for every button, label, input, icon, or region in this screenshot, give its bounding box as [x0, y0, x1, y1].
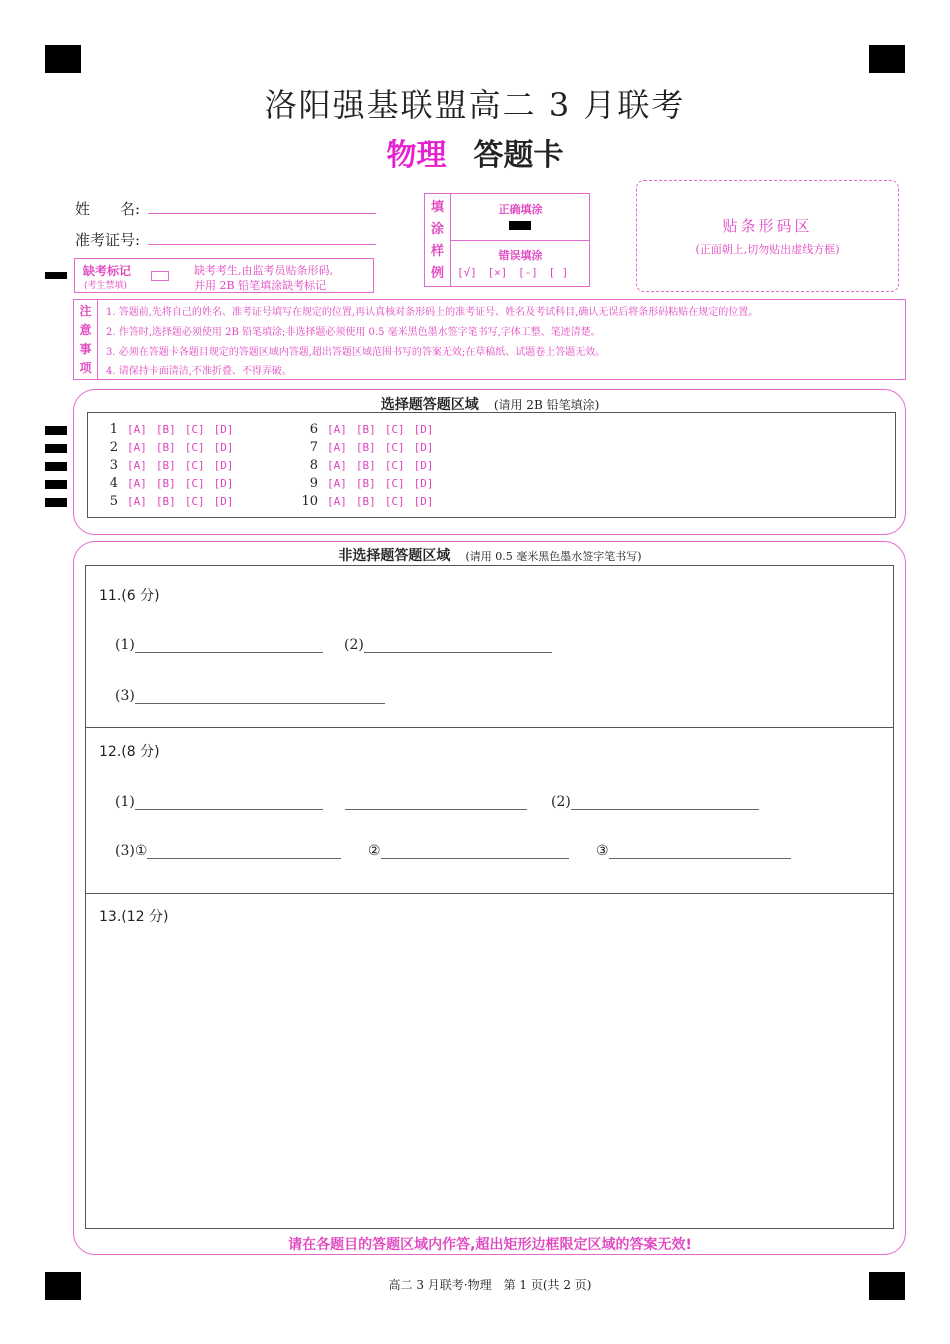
q11-part3-blank[interactable] [135, 690, 385, 704]
barcode-area [636, 180, 899, 292]
warning-text: 请在各题目的答题区域内作答,超出矩形边框限定区域的答案无效! [288, 1237, 692, 1253]
question-number: 7 [309, 439, 318, 455]
corner-mark-top-right [869, 45, 905, 73]
choice-option-bubble[interactable]: [C] [384, 422, 405, 436]
correct-fill-label: 正确填涂 [498, 203, 543, 216]
question-number: 5 [109, 494, 118, 510]
question-number: 2 [109, 439, 118, 455]
timing-mark [45, 462, 67, 471]
q11-part1-blank[interactable] [135, 639, 323, 653]
divider-11-12 [85, 727, 894, 728]
divider-12-13 [85, 893, 894, 894]
choice-option-bubble[interactable]: [B] [155, 458, 176, 472]
absent-text-1: 缺考考生,由监考员贴条形码, [194, 264, 333, 277]
choice-row [296, 475, 434, 493]
q11-part2-label: (2) [344, 637, 364, 653]
q11-part2 [344, 637, 552, 653]
q11-part3-label: (3) [115, 688, 135, 704]
q12-part2-blank[interactable] [571, 796, 759, 810]
q12-part2-label: (2) [551, 794, 571, 810]
q12-circle-3: ③ [596, 843, 609, 859]
notice-side-label [74, 300, 98, 379]
choice-option-bubble[interactable]: [B] [355, 440, 376, 454]
timing-mark [45, 426, 67, 435]
q11-label [99, 585, 160, 605]
q13-label [99, 906, 168, 926]
q11-label-text: 11.(6 分) [99, 588, 160, 604]
choice-option-bubble[interactable]: [C] [184, 477, 205, 491]
choice-row [296, 456, 434, 474]
q12-part1 [115, 794, 323, 810]
q12-label-text: 12.(8 分) [99, 744, 160, 760]
q12-part3-blank-3[interactable] [609, 845, 791, 859]
q12-part1-blank-b[interactable] [345, 796, 527, 810]
choice-row [96, 493, 234, 511]
choice-option-bubble[interactable]: [B] [155, 440, 176, 454]
q12-part1-blank-a[interactable] [135, 796, 323, 810]
choice-option-bubble[interactable]: [D] [213, 458, 234, 472]
choice-option-bubble[interactable]: [B] [155, 495, 176, 509]
choice-option-bubble[interactable]: [B] [155, 477, 176, 491]
choice-option-bubble[interactable]: [D] [413, 422, 434, 436]
wrong-mark: [-] [518, 266, 538, 279]
notice-item-2: 2. 作答时,选择题必须使用 2B 铅笔填涂;非选择题必须使用 0.5 毫米黑色墨水签字笔书写,字体工整、笔迹清楚。 [106, 327, 601, 338]
choice-option-bubble[interactable]: [C] [384, 477, 405, 491]
timing-mark [45, 444, 67, 453]
choice-note: (请用 2B 铅笔填涂) [493, 398, 600, 412]
q12-part3-label: (3)① [115, 843, 148, 859]
choice-option-bubble[interactable]: [A] [327, 440, 347, 454]
nonchoice-section-title [0, 545, 950, 565]
wrong-mark: [√] [457, 266, 477, 279]
correct-fill-sample [509, 221, 531, 230]
corner-mark-top-left [45, 45, 81, 73]
q12-part3-blank-2[interactable] [381, 845, 569, 859]
q11-part2-blank[interactable] [364, 639, 552, 653]
choice-option-bubble[interactable]: [B] [355, 495, 376, 509]
wrong-fill-label: 错误填涂 [498, 249, 543, 262]
choice-option-bubble[interactable]: [D] [413, 458, 434, 472]
choice-option-bubble[interactable]: [A] [127, 458, 147, 472]
notice-item-1: 1. 答题前,先将自己的姓名、准考证号填写在规定的位置,再认真核对条形码上的准考证号、姓名及考试科目,确认无误后将条形码粘贴在规定的位置。 [106, 307, 759, 318]
q12-part3 [115, 843, 341, 859]
side-char: 填 [430, 200, 444, 215]
q13-answer-area[interactable] [86, 930, 893, 1227]
choice-option-bubble[interactable]: [C] [184, 440, 205, 454]
side-char: 项 [79, 361, 92, 375]
timing-mark [45, 272, 67, 279]
choice-title: 选择题答题区域 [380, 397, 479, 413]
question-number: 8 [309, 457, 318, 473]
choice-option-bubble[interactable]: [D] [413, 495, 434, 509]
choice-row [96, 456, 234, 474]
choice-option-bubble[interactable]: [A] [127, 477, 147, 491]
choice-option-bubble[interactable]: [A] [327, 422, 347, 436]
fill-divider [451, 240, 590, 241]
question-number: 4 [109, 476, 118, 492]
q12-part1-label: (1) [115, 794, 135, 810]
wrong-fill-samples [457, 266, 568, 279]
choice-option-bubble[interactable]: [C] [384, 495, 405, 509]
q13-label-text: 13.(12 分) [99, 909, 169, 925]
timing-mark [45, 480, 67, 489]
absent-text-2: 并用 2B 铅笔填涂缺考标记 [194, 279, 327, 292]
notice-box [73, 299, 906, 380]
timing-mark [45, 498, 67, 507]
barcode-label: 贴条形码区 [722, 217, 813, 235]
subject-subtitle: 答题卡 [473, 138, 564, 173]
choice-row [96, 438, 234, 456]
choice-row [96, 420, 234, 438]
choice-row [296, 493, 434, 511]
choice-option-bubble[interactable]: [A] [127, 495, 147, 509]
side-char: 涂 [430, 222, 444, 237]
q12-part3-2 [368, 843, 569, 859]
q11-part1 [115, 637, 323, 653]
side-char: 例 [430, 266, 444, 281]
choice-option-bubble[interactable]: [B] [155, 422, 176, 436]
q12-part1-extra [345, 794, 527, 810]
choice-option-bubble[interactable]: [B] [355, 458, 376, 472]
q12-circle-2: ② [368, 843, 381, 859]
choice-row [296, 420, 434, 438]
choice-option-bubble[interactable]: [A] [127, 440, 147, 454]
choice-option-bubble[interactable]: [A] [327, 477, 347, 491]
page-footer: 高二 3 月联考·物理 第 1 页(共 2 页) [388, 1278, 592, 1292]
choice-row [296, 438, 434, 456]
choice-row [96, 475, 234, 493]
absent-note: (考生禁填) [84, 281, 128, 291]
choice-option-bubble[interactable]: [C] [384, 458, 405, 472]
q12-part2 [551, 794, 759, 810]
question-number: 1 [109, 421, 118, 437]
side-char: 样 [430, 244, 444, 259]
nonchoice-title: 非选择题答题区域 [338, 548, 451, 564]
absent-mark-box [74, 258, 374, 293]
subject-name: 物理 [386, 138, 447, 173]
side-char: 意 [79, 323, 92, 337]
q12-part3-blank-1[interactable] [147, 845, 341, 859]
choice-option-bubble[interactable]: [D] [213, 440, 234, 454]
fill-sample-side-label [425, 194, 451, 286]
choice-option-bubble[interactable]: [D] [213, 477, 234, 491]
choice-option-bubble[interactable]: [C] [184, 422, 205, 436]
question-number: 10 [301, 494, 318, 510]
choice-option-bubble[interactable]: [D] [413, 477, 434, 491]
name-field[interactable] [148, 198, 376, 214]
exam-number-field[interactable] [148, 229, 376, 245]
wrong-mark: [×] [487, 266, 508, 279]
notice-item-3: 3. 必须在答题卡各题目规定的答题区域内答题,超出答题区域范围书写的答案无效;在草稿纸、试题卷上答题无效。 [106, 347, 606, 358]
q12-part3-3 [596, 843, 791, 859]
question-number: 3 [109, 457, 118, 473]
choice-option-bubble[interactable]: [C] [184, 458, 205, 472]
choice-option-bubble[interactable]: [D] [213, 495, 234, 509]
notice-item-4: 4. 请保持卡面清洁,不准折叠、不得弄破。 [106, 366, 292, 377]
side-char: 事 [79, 342, 92, 356]
exam-number-label: 准考证号: [75, 231, 141, 249]
absent-checkbox[interactable] [151, 271, 169, 281]
choice-option-bubble[interactable]: [C] [384, 440, 405, 454]
choice-option-bubble[interactable]: [B] [355, 422, 376, 436]
choice-option-bubble[interactable]: [A] [327, 495, 347, 509]
barcode-note: (正面朝上,切勿贴出虚线方框) [695, 243, 840, 256]
q11-part3 [115, 688, 385, 704]
q11-part1-label: (1) [115, 637, 135, 653]
absent-label: 缺考标记 [83, 264, 132, 278]
q12-label [99, 741, 160, 761]
question-number: 9 [309, 476, 318, 492]
choice-option-bubble[interactable]: [D] [413, 440, 434, 454]
choice-option-bubble[interactable]: [D] [213, 422, 234, 436]
side-char: 注 [79, 304, 92, 318]
wrong-mark: [ ] [548, 266, 569, 279]
page-title: 洛阳强基联盟高二 3 月联考 [264, 86, 686, 124]
choice-option-bubble[interactable]: [A] [327, 458, 347, 472]
choice-section-title [0, 394, 950, 414]
subject-title [0, 130, 950, 174]
choice-option-bubble[interactable]: [B] [355, 477, 376, 491]
choice-option-bubble[interactable]: [A] [127, 422, 147, 436]
fill-sample-box [424, 193, 590, 287]
question-number: 6 [309, 421, 318, 437]
name-label: 姓 名: [75, 200, 141, 218]
nonchoice-note: (请用 0.5 毫米黑色墨水签字笔书写) [465, 550, 642, 563]
choice-option-bubble[interactable]: [C] [184, 495, 205, 509]
